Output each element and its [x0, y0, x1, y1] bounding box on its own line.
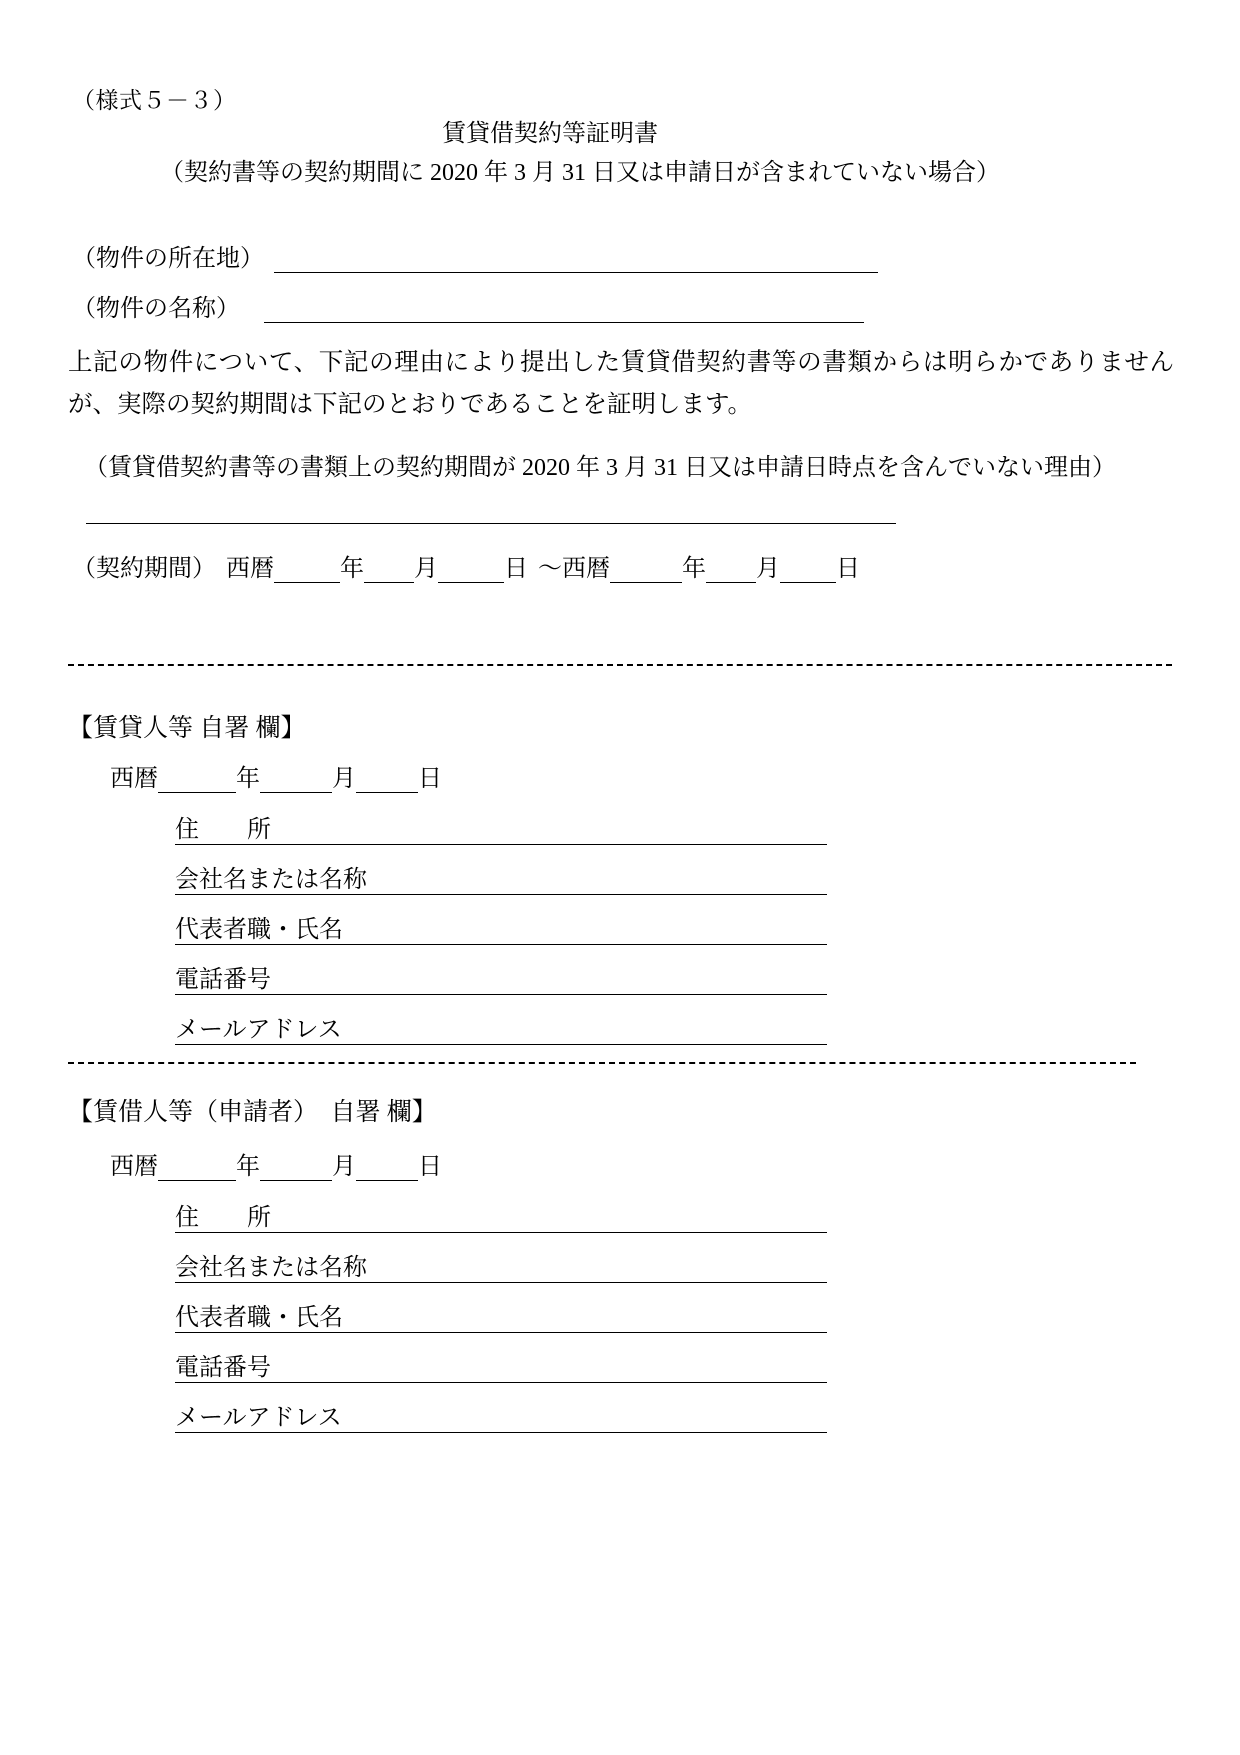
property-location-row [72, 238, 878, 273]
lessee-address-label: 住 所 [175, 1205, 271, 1231]
lessee-date-year-unit: 年 [236, 1154, 260, 1180]
lessor-date-row [110, 758, 442, 793]
section-separator-dashed [68, 664, 1172, 666]
reason-label: （賃貸借契約書等の書類上の契約期間が 2020 年 3 月 31 日又は申請日時点を含んでいない理由） [84, 455, 1116, 481]
contract-period-end-era: 西暦 [562, 556, 610, 582]
lessor-date-day-unit: 日 [418, 766, 442, 792]
lessor-date-day-input[interactable] [356, 767, 418, 793]
contract-start-month-input[interactable] [364, 557, 414, 583]
contract-start-day-unit: 日 [504, 556, 528, 582]
statement-paragraph: 上記の物件について、下記の理由により提出した賃貸借契約書等の書類からは明らかでありませんが、実際の契約期間は下記のとおりであることを証明します。 [68, 349, 1174, 418]
lessor-date-month-input[interactable] [260, 767, 332, 793]
lessor-date-year-input[interactable] [158, 767, 236, 793]
lessee-address-field[interactable] [175, 1200, 827, 1233]
lessor-phone-field[interactable] [175, 962, 827, 995]
section-separator-dash-dot [68, 1062, 1136, 1064]
lessee-heading: 【賃借人等（申請者） 自署 欄】 [68, 1099, 437, 1126]
lessee-company-field[interactable] [175, 1250, 827, 1283]
contract-period-start-era: 西暦 [226, 556, 274, 582]
lessor-email-field[interactable] [175, 1012, 827, 1045]
lessee-date-year-input[interactable] [158, 1155, 236, 1181]
lessor-email-label: メールアドレス [175, 1017, 342, 1043]
reason-input[interactable] [86, 497, 896, 524]
lessee-date-day-unit: 日 [418, 1154, 442, 1180]
contract-end-month-unit: 月 [756, 556, 780, 582]
lessor-date-month-unit: 月 [332, 766, 356, 792]
lessor-address-label: 住 所 [175, 817, 271, 843]
lessor-date-year-unit: 年 [236, 766, 260, 792]
lessor-address-field[interactable] [175, 812, 827, 845]
contract-period-row [72, 548, 860, 583]
lessor-representative-field[interactable] [175, 912, 827, 945]
contract-end-day-unit: 日 [836, 556, 860, 582]
lessee-phone-label: 電話番号 [175, 1355, 271, 1381]
contract-end-year-input[interactable] [610, 557, 682, 583]
contract-start-year-input[interactable] [274, 557, 340, 583]
lessee-representative-field[interactable] [175, 1300, 827, 1333]
property-name-label: （物件の名称） [72, 296, 240, 322]
lessee-company-label: 会社名または名称 [175, 1255, 367, 1281]
lessee-date-day-input[interactable] [356, 1155, 418, 1181]
property-location-label: （物件の所在地） [72, 246, 264, 272]
lessee-date-era: 西暦 [110, 1154, 158, 1180]
contract-start-day-input[interactable] [438, 557, 504, 583]
property-location-input[interactable] [274, 246, 878, 273]
lessor-company-label: 会社名または名称 [175, 867, 367, 893]
lessor-date-era: 西暦 [110, 766, 158, 792]
contract-period-label: （契約期間） [72, 556, 216, 582]
form-number: （様式５－３） [72, 88, 237, 113]
document-subtitle: （契約書等の契約期間に 2020 年 3 月 31 日又は申請日が含まれていない場合） [160, 160, 1000, 186]
lessee-date-row [110, 1146, 442, 1181]
contract-start-year-unit: 年 [340, 556, 364, 582]
contract-period-range-mark: ～ [538, 556, 562, 582]
lessee-date-month-unit: 月 [332, 1154, 356, 1180]
lessee-date-month-input[interactable] [260, 1155, 332, 1181]
contract-start-month-unit: 月 [414, 556, 438, 582]
property-name-input[interactable] [264, 296, 864, 323]
lessor-phone-label: 電話番号 [175, 967, 271, 993]
lessor-company-field[interactable] [175, 862, 827, 895]
contract-end-day-input[interactable] [780, 557, 836, 583]
property-name-row [72, 288, 864, 323]
lessor-heading: 【賃貸人等 自署 欄】 [68, 715, 306, 742]
lessee-representative-label: 代表者職・氏名 [175, 1305, 343, 1331]
contract-end-month-input[interactable] [706, 557, 756, 583]
lessor-representative-label: 代表者職・氏名 [175, 917, 343, 943]
lessee-phone-field[interactable] [175, 1350, 827, 1383]
document-title: 賃貸借契約等証明書 [442, 121, 658, 147]
lessee-email-label: メールアドレス [175, 1405, 342, 1431]
contract-end-year-unit: 年 [682, 556, 706, 582]
lessee-email-field[interactable] [175, 1400, 827, 1433]
